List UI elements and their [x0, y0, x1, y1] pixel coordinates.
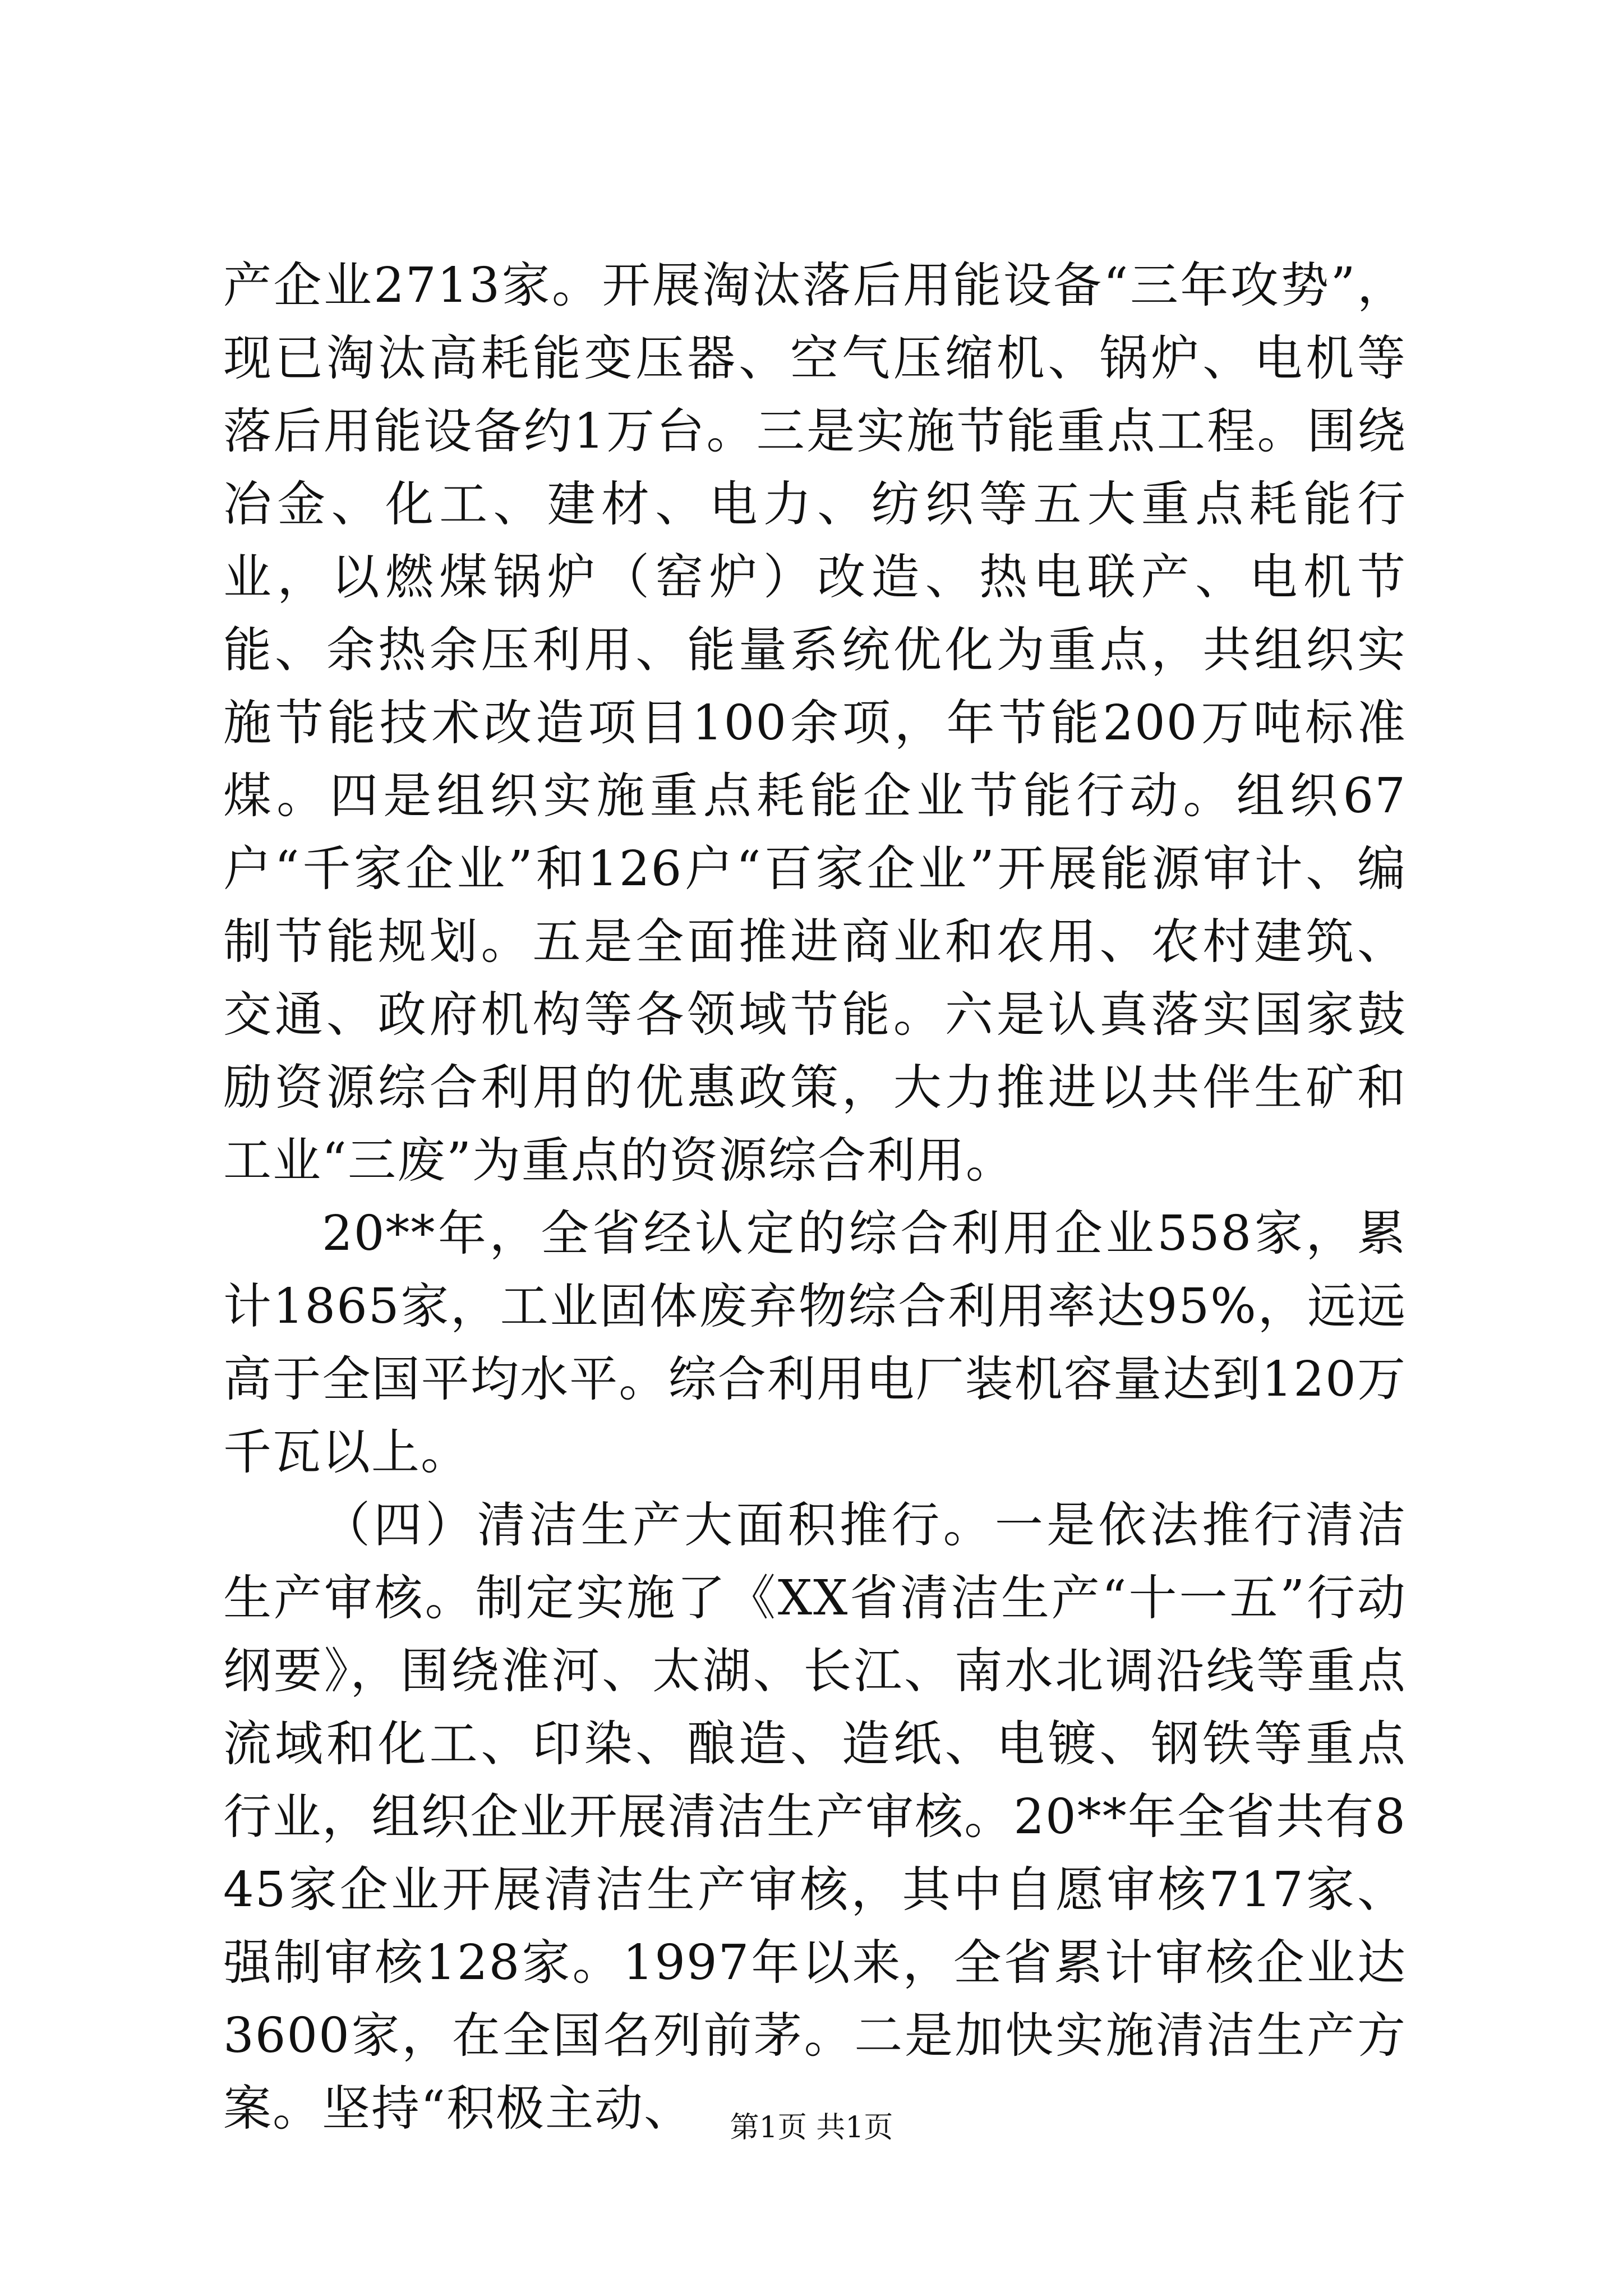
page-footer: 第1页 共1页 [730, 2111, 893, 2145]
document-body [223, 249, 1407, 2145]
paragraph-continuation: 产企业2713家。开展淘汰落后用能设备“三年攻势”，现已淘汰高耗能变压器、空气压缩机、锅炉、电机等落后用能设备约1万台。三是实施节能重点工程。围绕冶金、化工、建材、电力、纺织等五大重点耗能行业，以燃煤锅炉（窑炉）改造、热电联产、电机节能、余热余压利用、能量系统优化为重点，共组织实施节能技术改造项目100余项，年节能200万吨标准煤。四是组织实施重点耗能企业节能行动。组织67户“千家企业”和126户“百家企业”开展能源审计、编制节能规划。五是全面推进商业和农用、农村建筑、交通、政府机构等各领域节能。六是认真落实国家鼓励资源综合利用的优惠政策，大力推进以共伴生矿和工业“三废”为重点的资源综合利用。 [223, 257, 1407, 1189]
paragraph-clean-production: （四）清洁生产大面积推行。一是依法推行清洁生产审核。制定实施了《XX省清洁生产“十一五”行动纲要》，围绕淮河、太湖、长江、南水北调沿线等重点流域和化工、印染、酿造、造纸、电镀、钢铁等重点行业，组织企业开展清洁生产审核。20**年全省共有845家企业开展清洁生产审核，其中自愿审核717家、强制审核128家。1997年以来，全省累计审核企业达3600家，在全国名列前茅。二是加快实施清洁生产方案。坚持“积极主动、 [223, 1497, 1407, 2137]
paragraph-utilization-stats: 20**年，全省经认定的综合利用企业558家，累计1865家，工业固体废弃物综合利用率达95%，远远高于全国平均水平。综合利用电厂装机容量达到120万千瓦以上。 [223, 1205, 1407, 1480]
